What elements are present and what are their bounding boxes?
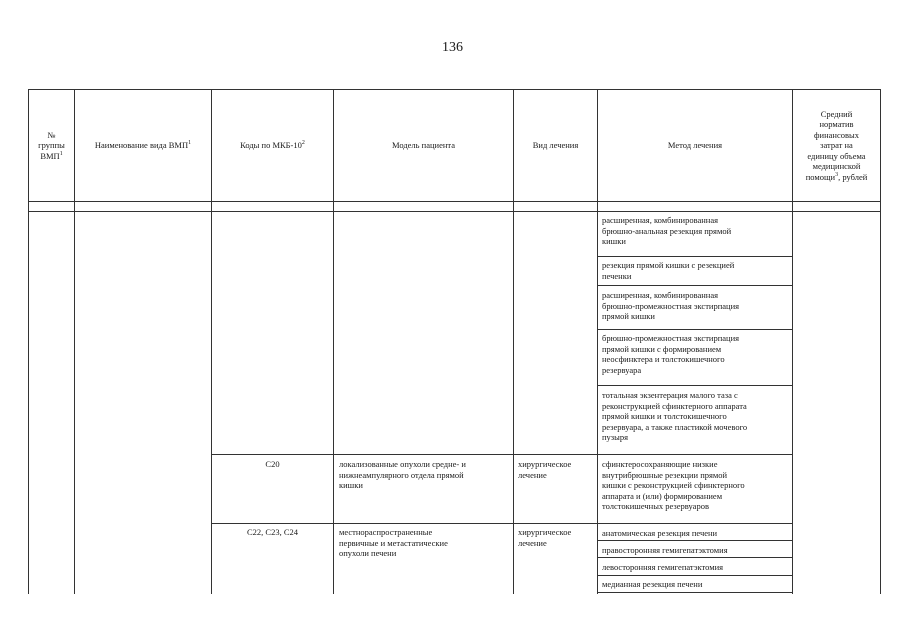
- method-cell: медианная резекция печени: [602, 579, 703, 589]
- method-divider: [597, 385, 792, 386]
- mkb-codes-cell: C20: [265, 459, 280, 469]
- header-group-no-text: № группы ВМП: [38, 129, 65, 161]
- header-patient-model: [334, 90, 513, 201]
- method-cell: брюшно-промежностная экстирпация прямой кишки с формированием неосфинктера и толстокишечного резервуара: [602, 333, 740, 375]
- method-cell: расширенная, комбинированная брюшно-промежностная экстирпация прямой кишки: [602, 290, 740, 321]
- header-treatment-method-text: Метод лечения: [667, 140, 723, 151]
- method-cell: сфинктеросохраняющие низкие внутрибрюшные резекции прямой кишки с реконструкцией сфинктерного аппарата и (или) формированием толстокишечных резервуаров: [602, 459, 745, 511]
- header-vmp-name: [75, 90, 211, 201]
- row-divider: [211, 523, 792, 524]
- method-divider: [597, 285, 792, 286]
- header-vmp-name-text: Наименование вида ВМП: [94, 140, 189, 151]
- patient-model-cell: местнораспространенные первичные и метастатические опухоли печени: [339, 527, 448, 558]
- treatment-type-cell: хирургическое лечение: [518, 459, 572, 480]
- method-divider: [597, 540, 792, 541]
- method-cell: резекция прямой кишки с резекцией печенки: [602, 260, 735, 281]
- method-divider: [597, 575, 792, 576]
- method-cell: анатомическая резекция печени: [602, 528, 718, 538]
- header-treatment-type-text: Вид лечения: [532, 140, 579, 151]
- continuation-line: [28, 211, 880, 212]
- footnote-mark: 1: [59, 150, 63, 157]
- patient-model-cell: локализованные опухоли средне- и нижнеампулярного отдела прямой кишки: [339, 459, 466, 490]
- footnote-mark: 2: [301, 140, 305, 147]
- method-cell: расширенная, комбинированная брюшно-анальная резекция прямой кишки: [602, 215, 732, 246]
- method-divider: [597, 256, 792, 257]
- header-mkb-codes-text: Коды по МКБ-10: [240, 140, 302, 151]
- page-number: 136: [442, 40, 463, 55]
- footnote-mark: 1: [188, 140, 192, 147]
- method-divider: [597, 329, 792, 330]
- method-cell: левосторонняя гемигепатэктомия: [602, 562, 724, 572]
- header-treatment-type: [514, 90, 597, 201]
- header-mkb-codes: [212, 90, 333, 201]
- row-divider: [211, 454, 792, 455]
- method-divider: [597, 592, 792, 593]
- header-avg-cost-text: Средний норматив финансовых затрат на единицу объема медицинской помощи: [805, 108, 866, 182]
- header-bottom-border: [28, 201, 880, 202]
- header-patient-model-text: Модель пациента: [391, 140, 456, 151]
- footnote-mark: 3: [835, 171, 839, 178]
- header-group-no: [29, 90, 74, 201]
- header-avg-cost-unit: , рублей: [838, 171, 868, 182]
- method-divider: [597, 557, 792, 558]
- method-cell: тотальная экзентерация малого таза с реконструкцией сфинктерного аппарата прямой кишки и толстокишечного резервуара, а также пластикой мочевого пузыря: [602, 390, 748, 442]
- mkb-codes-cell: C22, C23, C24: [246, 527, 298, 537]
- treatment-type-cell: хирургическое лечение: [518, 527, 572, 548]
- header-avg-cost: [793, 90, 880, 201]
- header-treatment-method: [598, 90, 792, 201]
- method-cell: правосторонняя гемигепатэктомия: [602, 545, 728, 555]
- column-border: [880, 89, 881, 594]
